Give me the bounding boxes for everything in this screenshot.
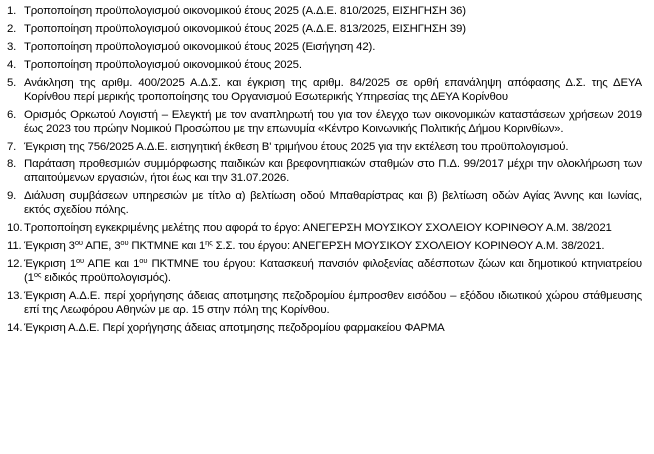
agenda-item [0,141,654,155]
agenda-item [0,41,654,55]
item-number: 1. [7,5,17,17]
item-number: 11. [7,240,22,253]
item-text-part: ΠΚΤΜΝΕ και 1 [128,240,206,253]
item-text-part: ΑΠΕ, 3 [82,240,121,253]
item-text: Παράταση προθεσμιών συμμόρφωσης παιδικών και βρεφονηπιακών σταθμών στο Π.Δ. 99/2017 μέχρι την ολοκλήρωση των απαιτούμενων εργασιών, ήτοι έως και την 31.07.2026. [24,158,642,185]
agenda-item [0,322,654,336]
ordinal-suffix: ου [74,238,83,248]
agenda-item [0,23,654,37]
item-number: 10. [7,222,23,235]
item-text: Έγκριση Α.Δ.Ε. περί χορήγησης άδειας αποτμησης πεζοδρομίου έμπροσθεν εισόδου – εξόδου ιδιωτικού χώρου στάθμευσης επί της Λεωφόρου Αθηνών με αρ. 15 στην πόλη της Κορίνθου. [24,289,642,316]
item-text [24,240,642,254]
item-number: 9. [7,190,17,203]
agenda-list [0,5,654,335]
agenda-item [0,77,654,105]
item-text-part: ΠΚΤΜΝΕ του έργου: Κατασκευή πανσιόν φιλοξενίας αδέσποτων ζώων και δημοτικού κτηνιατρείου (1 [24,258,642,284]
item-text: Τροποποίηση προϋπολογισμού οικονομικού έτους 2025. [24,58,302,71]
item-number: 8. [7,158,17,171]
item-text-part: Σ.Σ. του έργου: ΑΝΕΓΕΡΣΗ ΜΟΥΣΙΚΟΥ ΣΧΟΛΕΙΟΥ ΚΟΡΙΝΘΟΥ Α.Μ. 38/2021. [212,240,605,253]
item-number: 5. [7,76,17,89]
item-number: 12. [7,258,23,271]
item-text: Τροποποίηση προϋπολογισμού οικονομικού έτους 2025 (Α.Δ.Ε. 813/2025, ΕΙΣΗΓΗΣΗ 39) [24,22,466,35]
item-number: 13. [7,289,23,302]
agenda-item [0,59,654,73]
agenda-item [0,190,654,218]
item-text-part: Έγκριση 1 [24,258,77,271]
item-number: 7. [7,140,17,153]
agenda-item [0,240,654,254]
item-number: 3. [7,40,17,53]
item-text: Τροποποίηση προϋπολογισμού οικονομικού έτους 2025 (Εισήγηση 42). [24,40,376,53]
document-page [0,5,654,340]
agenda-item [0,258,654,286]
item-text: Έγκριση της 756/2025 Α.Δ.Ε. εισηγητική έκθεση Β' τριμήνου έτους 2025 για την εκτέλεση του προϋπολογισμού. [24,140,569,153]
item-text: Διάλυση συμβάσεων υπηρεσιών με τίτλο α) βελτίωση οδού Μπαθαρίστρας και β) βελτίωση οδών Αγίας Άννης και Ιωνίας, εκτός σχεδίου πόλης. [24,190,642,217]
item-text: Τροποποίηση προϋπολογισμού οικονομικού έτους 2025 (Α.Δ.Ε. 810/2025, ΕΙΣΗΓΗΣΗ 36) [24,5,466,17]
item-number: 4. [7,58,17,71]
item-text [24,258,642,286]
item-text: Ανάκληση της αριθμ. 400/2025 Α.Δ.Σ. και έγκριση της αριθμ. 84/2025 σε ορθή επανάληψη απόφασης Δ.Σ. της ΔΕΥΑ Κορίνθου περί μερικής τροποποίησης του Οργανισμού Εσωτερικής Υπηρεσίας της ΔΕΥΑ Κορίνθου [24,76,642,103]
item-text: Τροποποίηση εγκεκριμένης μελέτης που αφορά το έργο: ΑΝΕΓΕΡΣΗ ΜΟΥΣΙΚΟΥ ΣΧΟΛΕΙΟΥ ΚΟΡΙΝΘΟΥ Α.Μ. 38/2021 [24,222,612,235]
ordinal-suffix: ος [33,269,42,279]
item-text-part: Έγκριση 3 [24,240,75,253]
item-text: Έγκριση Α.Δ.Ε. Περί χορήγησης άδειας αποτμησης πεζοδρομίου φαρμακείου ΦΑΡΜΑ [24,321,445,334]
item-number: 14. [7,321,23,334]
ordinal-suffix: ου [120,238,129,248]
item-number: 2. [7,22,17,35]
item-number: 6. [7,108,17,121]
agenda-item [0,158,654,186]
item-text-part: ειδικός προϋπολογισμός). [41,271,171,284]
item-text-part: ΑΠΕ και 1 [84,258,140,271]
agenda-item [0,5,654,19]
ordinal-suffix: ης [205,238,213,248]
agenda-item [0,222,654,236]
item-text: Ορισμός Ορκωτού Λογιστή – Ελεγκτή με τον αναπληρωτή του για τον έλεγχο των οικονομικών καταστάσεων χρήσεων 2019 έως 2023 του πρώην Νομικού Προσώπου με την επωνυμία «Κέντρο Κοινωνικής Πολιτικής Δήμου Κορινθίων». [24,108,642,135]
ordinal-suffix: ου [76,256,84,266]
ordinal-suffix: ου [139,256,148,266]
agenda-item [0,290,654,318]
agenda-item [0,109,654,137]
